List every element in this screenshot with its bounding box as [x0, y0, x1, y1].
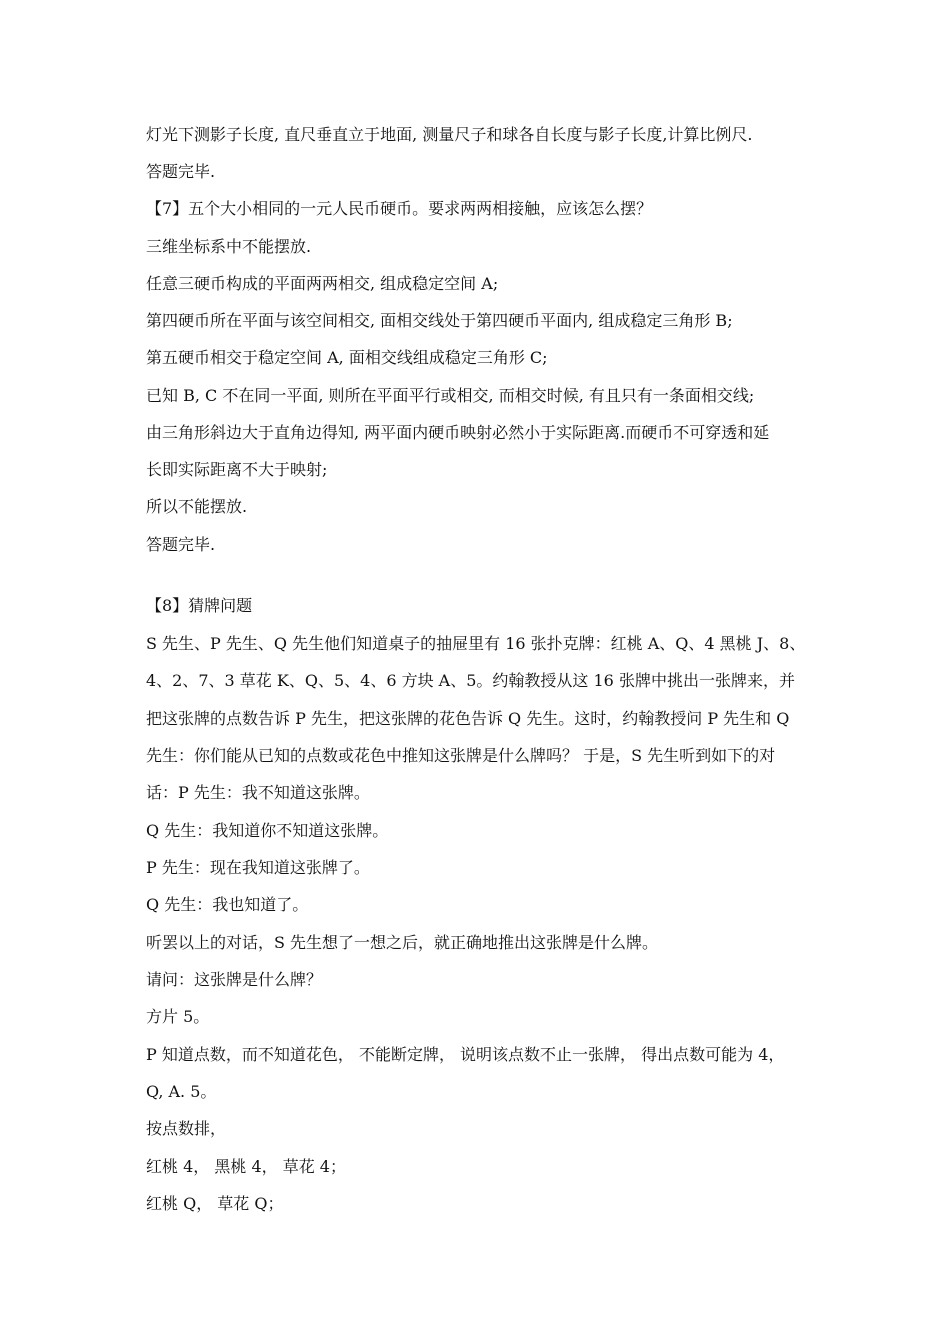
- text-line: P 知道点数，而不知道花色， 不能断定牌， 说明该点数不止一张牌， 得出点数可能为 4，: [146, 1045, 785, 1064]
- text-line: 任意三硬币构成的平面两两相交, 组成稳定空间 A;: [146, 274, 499, 293]
- text-line: 三维坐标系中不能摆放.: [146, 237, 312, 256]
- text-line: Q 先生：我也知道了。: [146, 895, 309, 914]
- text-line: 请问：这张牌是什么牌？: [146, 970, 323, 989]
- text-line: 听罢以上的对话，S 先生想了一想之后，就正确地推出这张牌是什么牌。: [146, 933, 659, 952]
- text-line: P 先生：现在我知道这张牌了。: [146, 858, 370, 877]
- text-line: 长即实际距离不大于映射;: [146, 460, 328, 479]
- text-line: 由三角形斜边大于直角边得知, 两平面内硬币映射必然小于实际距离.而硬币不可穿透和延: [146, 423, 770, 442]
- text-line: 答题完毕.: [146, 535, 216, 554]
- text-line: 灯光下测影子长度, 直尺垂直立于地面, 测量尺子和球各自长度与影子长度,计算比例尺.: [146, 125, 753, 144]
- section-heading-7: 【7】五个大小相同的一元人民币硬币。要求两两相接触，应该怎么摆？: [146, 199, 653, 218]
- text-line: 按点数排，: [146, 1119, 227, 1138]
- text-line: 已知 B, C 不在同一平面, 则所在平面平行或相交, 而相交时候, 有且只有一条面相交线;: [146, 386, 755, 405]
- text-line: 第四硬币所在平面与该空间相交, 面相交线处于第四硬币平面内, 组成稳定三角形 B;: [146, 311, 733, 330]
- text-line: 红桃 4， 黑桃 4， 草花 4；: [146, 1157, 346, 1176]
- text-line: 把这张牌的点数告诉 P 先生，把这张牌的花色告诉 Q 先生。这时，约翰教授问 P 先生和 Q: [146, 709, 790, 728]
- text-line: 4、2、7、3 草花 K、Q、5、4、6 方块 A、5。约翰教授从这 16 张牌中挑出一张牌来，并: [146, 671, 795, 690]
- section-heading-8: 【8】猜牌问题: [146, 596, 253, 615]
- text-line: 答题完毕.: [146, 162, 216, 181]
- text-line: Q 先生：我知道你不知道这张牌。: [146, 821, 389, 840]
- text-line: 先生：你们能从已知的点数或花色中推知这张牌是什么牌吗？ 于是，S 先生听到如下的对: [146, 746, 776, 765]
- text-line: Q, A. 5。: [146, 1082, 217, 1101]
- text-line: S 先生、P 先生、Q 先生他们知道桌子的抽屉里有 16 张扑克牌：红桃 A、Q、4 黑桃 J、8、: [146, 634, 806, 653]
- text-line: 话：P 先生：我不知道这张牌。: [146, 783, 370, 802]
- text-line: 方片 5。: [146, 1007, 210, 1026]
- text-line: 红桃 Q， 草花 Q；: [146, 1194, 284, 1213]
- text-line: 所以不能摆放.: [146, 497, 248, 516]
- text-line: 第五硬币相交于稳定空间 A, 面相交线组成稳定三角形 C;: [146, 348, 548, 367]
